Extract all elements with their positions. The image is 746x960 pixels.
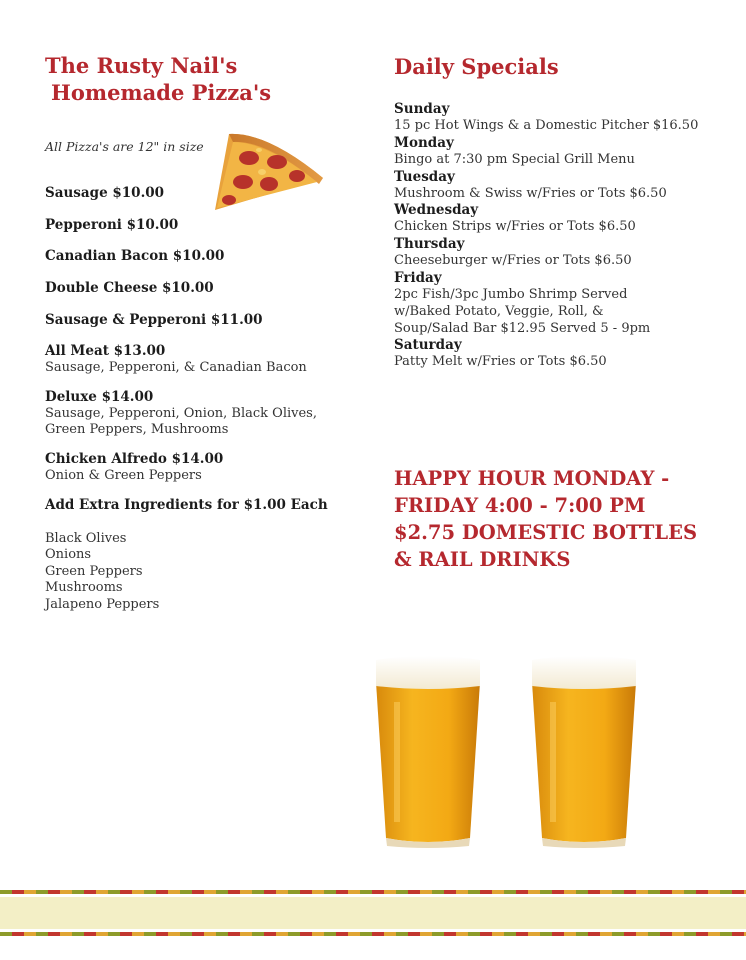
menu-item [45, 185, 365, 202]
special-day [394, 337, 714, 371]
day-name: Friday [394, 269, 442, 286]
pizza-menu-title [45, 52, 271, 106]
menu-item-name: Chicken Alfredo $14.00 [45, 451, 224, 467]
menu-item [45, 312, 365, 329]
happy-hour-line: FRIDAY 4:00 - 7:00 PM [394, 494, 646, 517]
special-day [394, 101, 714, 135]
menu-item [45, 389, 345, 438]
day-description: Patty Melt w/Fries or Tots $6.50 [394, 354, 607, 370]
extra-ingredients-heading: Add Extra Ingredients for $1.00 Each [45, 497, 328, 513]
menu-item [45, 343, 365, 376]
day-description: 2pc Fish/3pc Jumbo Shrimp Served w/Baked Potato, Veggie, Roll, & Soup/Salad Bar $12.95 Served 5 - 9pm [394, 286, 651, 336]
decorative-stripe [0, 888, 746, 938]
daily-specials-title: Daily Specials [394, 54, 559, 79]
pizza-title-line2: Homemade Pizza's [51, 80, 272, 105]
happy-hour-banner [394, 465, 724, 573]
menu-item-description: Onion & Green Peppers [45, 468, 202, 483]
beer-glass-icon [528, 652, 640, 848]
day-name: Monday [394, 134, 454, 151]
special-day [394, 270, 714, 337]
special-day [394, 236, 714, 270]
day-description: Cheeseburger w/Fries or Tots $6.50 [394, 253, 632, 269]
day-description: Mushroom & Swiss w/Fries or Tots $6.50 [394, 185, 667, 201]
happy-hour-line: & RAIL DRINKS [394, 548, 571, 571]
happy-hour-line: HAPPY HOUR MONDAY - [394, 467, 670, 490]
special-day [394, 169, 714, 203]
menu-item [45, 248, 365, 265]
menu-item-name: All Meat $13.00 [45, 343, 166, 359]
daily-specials-list [394, 101, 714, 371]
special-day [394, 135, 714, 169]
menu-item-name: Canadian Bacon $10.00 [45, 248, 225, 264]
list-item: Mushrooms [45, 580, 123, 596]
menu-item-name: Double Cheese $10.00 [45, 280, 214, 296]
day-name: Tuesday [394, 168, 455, 185]
day-description: 15 pc Hot Wings & a Domestic Pitcher $16.50 [394, 118, 699, 133]
menu-item-name: Pepperoni $10.00 [45, 217, 179, 233]
special-day [394, 202, 714, 236]
day-name: Saturday [394, 337, 462, 354]
happy-hour-line: $2.75 DOMESTIC BOTTLES [394, 521, 698, 544]
menu-item-description: Sausage, Pepperoni, & Canadian Bacon [45, 360, 307, 375]
menu-item-description: Sausage, Pepperoni, Onion, Black Olives, Green Peppers, Mushrooms [45, 406, 317, 437]
pizza-title-line1: The Rusty Nail's [45, 53, 238, 78]
day-description: Bingo at 7:30 pm Special Grill Menu [394, 151, 635, 167]
menu-item [45, 217, 365, 234]
list-item: Jalapeno Peppers [45, 596, 160, 612]
menu-item [45, 280, 365, 297]
menu-item-name: Deluxe $14.00 [45, 389, 154, 405]
list-item: Onions [45, 547, 92, 563]
day-name: Thursday [394, 236, 465, 253]
menu-item [45, 497, 365, 514]
pizza-size-note: All Pizza's are 12" in size [45, 139, 204, 154]
day-name: Wednesday [394, 202, 479, 219]
beer-glass-icon [372, 652, 484, 848]
menu-item [45, 451, 365, 484]
day-description: Chicken Strips w/Fries or Tots $6.50 [394, 219, 636, 235]
list-item: Green Peppers [45, 563, 143, 579]
extra-ingredients-list [45, 531, 159, 613]
menu-item-name: Sausage $10.00 [45, 185, 165, 201]
list-item: Black Olives [45, 531, 127, 546]
day-name: Sunday [394, 101, 450, 117]
menu-item-name: Sausage & Pepperoni $11.00 [45, 312, 263, 328]
